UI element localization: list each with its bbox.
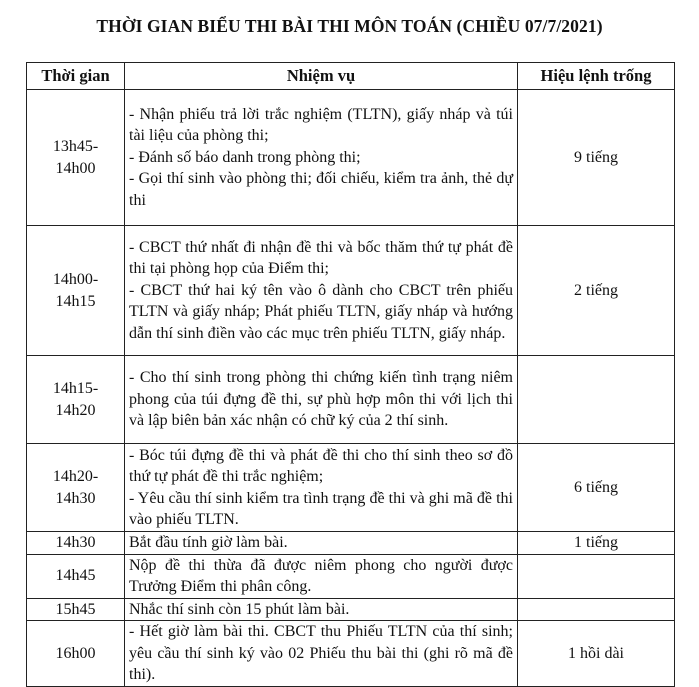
task-item: Nhắc thí sinh còn 15 phút làm bài. (129, 600, 350, 618)
time-cell (27, 532, 125, 555)
task-item: - CBCT thứ nhất đi nhận đề thi và bốc thăm thứ tự phát đề thi tại phòng họp của Điểm thi; (129, 238, 513, 278)
task-item: - CBCT thứ hai ký tên vào ô dành cho CBCT trên phiếu TLTN và giấy nháp; Phát phiếu TLTN, giấy nháp và hướng dẫn thí sinh điền vào các mục trên phiếu TLTN, giấy nháp. (129, 281, 513, 342)
table-row (27, 90, 675, 226)
header-task: Nhiệm vụ (125, 63, 518, 90)
task-cell (125, 90, 518, 226)
time-cell (27, 444, 125, 532)
time-start: 14h15- (52, 380, 99, 397)
signal-cell: 6 tiếng (518, 444, 675, 532)
task-cell (125, 554, 518, 598)
header-time: Thời gian (27, 63, 125, 90)
time-start: 14h30 (55, 534, 96, 551)
exam-schedule-table (26, 62, 675, 687)
task-item: - Bóc túi đựng đề thi và phát đề thi cho thí sinh theo sơ đồ thứ tự phát đề thi trắc nghiệm; (129, 446, 513, 485)
table-row (27, 226, 675, 356)
signal-cell: 1 hồi dài (518, 621, 675, 687)
time-end: 14h15 (55, 292, 96, 310)
time-cell (27, 554, 125, 598)
task-item: - Đánh số báo danh trong phòng thi; (129, 148, 361, 166)
task-item: - Yêu cầu thí sinh kiểm tra tình trạng đề thi và ghi mã đề thi vào phiếu TLTN. (129, 489, 513, 528)
time-start: 16h00 (55, 644, 96, 662)
time-start: 14h00- (52, 271, 99, 288)
task-item: - Gọi thí sinh vào phòng thi; đối chiếu, kiểm tra ảnh, thẻ dự thi (129, 170, 513, 209)
task-cell (125, 621, 518, 687)
signal-cell: 1 tiếng (518, 532, 675, 555)
signal-cell (518, 356, 675, 444)
table-header-row (27, 63, 675, 90)
signal-cell: 2 tiếng (518, 226, 675, 356)
signal-cell (518, 598, 675, 621)
task-item: - Cho thí sinh trong phòng thi chứng kiến tình trạng niêm phong của túi đựng đề thi, sự phù hợp môn thi với lịch thi và lập biên bản xác nhận có chữ ký của 2 thí sinh. (129, 369, 513, 430)
time-end: 14h30 (55, 489, 96, 507)
task-item: - Nhận phiếu trả lời trắc nghiệm (TLTN), giấy nháp và túi tài liệu của phòng thi; (129, 105, 513, 145)
time-start: 13h45- (52, 138, 99, 155)
time-cell (27, 356, 125, 444)
task-item: - Hết giờ làm bài thi. CBCT thu Phiếu TLTN của thí sinh; yêu cầu thí sinh ký vào 02 Phiếu thu bài thi (ghi rõ mã đề thi). (129, 623, 513, 684)
time-end: 14h20 (55, 401, 96, 419)
signal-cell: 9 tiếng (518, 90, 675, 226)
header-signal: Hiệu lệnh trống (518, 63, 675, 90)
signal-cell (518, 554, 675, 598)
task-cell (125, 444, 518, 532)
task-cell (125, 226, 518, 356)
time-cell (27, 226, 125, 356)
task-item: Bắt đầu tính giờ làm bài. (129, 534, 288, 551)
task-cell (125, 356, 518, 444)
table-row (27, 598, 675, 621)
task-cell (125, 598, 518, 621)
table-row (27, 554, 675, 598)
time-end: 14h00 (55, 159, 96, 177)
task-item: Nộp đề thi thừa đã được niêm phong cho người được Trưởng Điểm thi phân công. (129, 556, 513, 595)
page-title: THỜI GIAN BIỂU THI BÀI THI MÔN TOÁN (CHIỀU 07/7/2021) (96, 16, 603, 36)
time-cell (27, 621, 125, 687)
time-cell (27, 90, 125, 226)
time-start: 14h20- (52, 468, 99, 485)
time-start: 14h45 (55, 567, 96, 585)
table-row (27, 444, 675, 532)
time-cell (27, 598, 125, 621)
task-cell (125, 532, 518, 555)
table-row (27, 532, 675, 555)
table-row (27, 356, 675, 444)
time-start: 15h45 (55, 600, 96, 618)
table-row (27, 621, 675, 687)
